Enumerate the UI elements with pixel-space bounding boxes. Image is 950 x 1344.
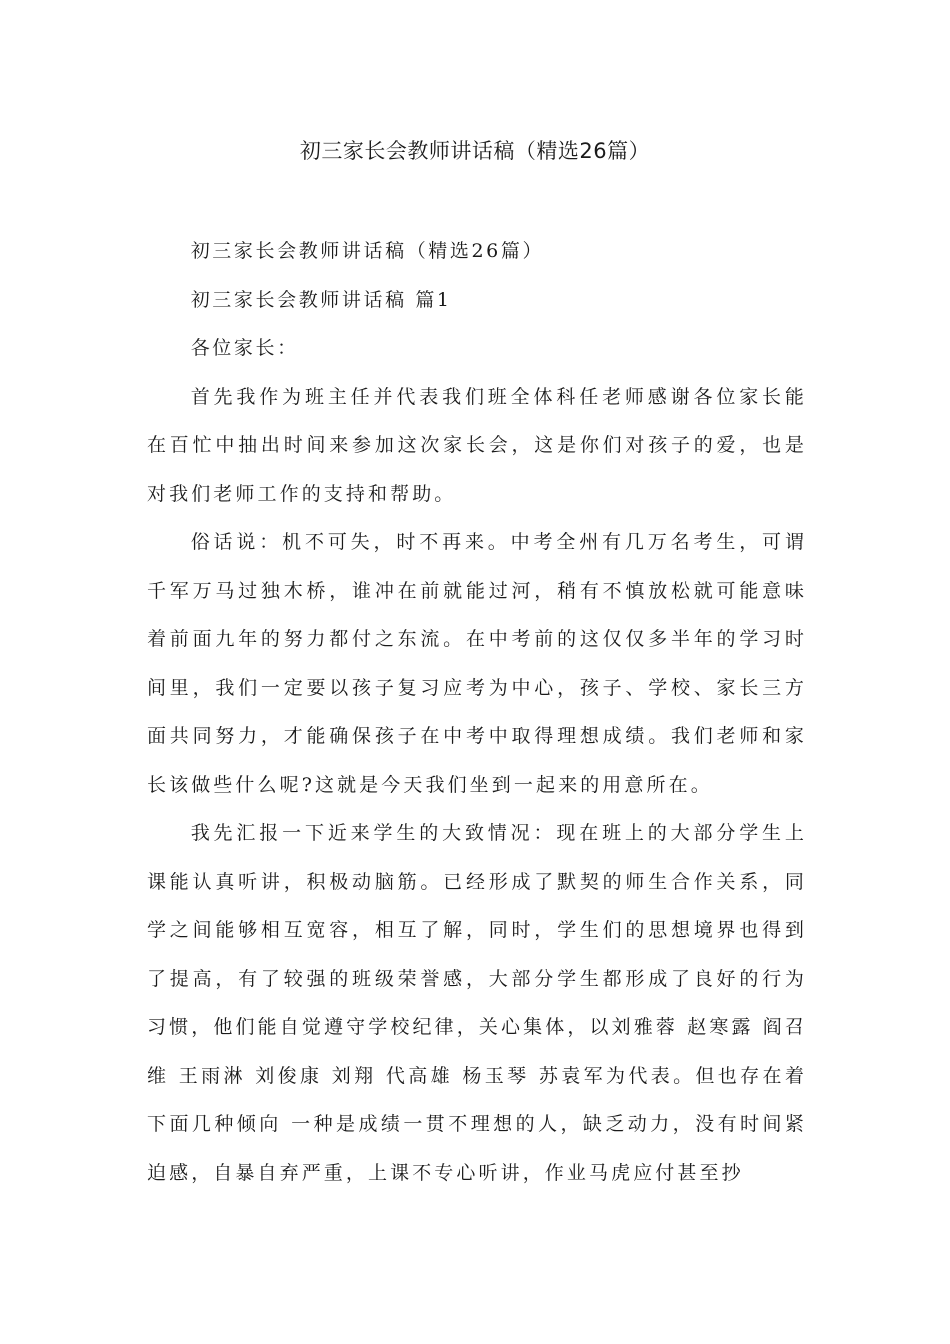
paragraph-section-heading: 初三家长会教师讲话稿 篇1 [190, 288, 452, 311]
paragraph-salutation: 各位家长： [190, 337, 299, 359]
paragraph-subtitle: 初三家长会教师讲话稿（精选26篇） [190, 240, 545, 262]
document-title: 初三家长会教师讲话稿（精选26篇） [299, 139, 651, 163]
paragraph: 俗话说：机不可失，时不再来。中考全州有几万名考生，可谓千军万马过独木桥，谁冲在前就能过河，稍有不慎放松就可能意味着前面九年的努力都付之东流。在中考前的这仅仅多半年的学习时间里，我们一定要以孩子复习应考为中心，孩子、学校、家长三方面共同努力，才能确保孩子在中考中取得理想成绩。我们老师和家长该做些什么呢?这就是今天我们坐到一起来的用意所在。 [147, 531, 807, 796]
document-body [147, 227, 807, 1197]
paragraph: 首先我作为班主任并代表我们班全体科任老师感谢各位家长能在百忙中抽出时间来参加这次家长会，这是你们对孩子的爱，也是对我们老师工作的支持和帮助。 [147, 385, 807, 505]
paragraph: 我先汇报一下近来学生的大致情况：现在班上的大部分学生上课能认真听讲，积极动脑筋。已经形成了默契的师生合作关系，同学之间能够相互宽容，相互了解，同时，学生们的思想境界也得到了提高，有了较强的班级荣誉感，大部分学生都形成了良好的行为习惯，他们能自觉遵守学校纪律，关心集体，以刘雅蓉 赵寒露 阎召维 王雨淋 刘俊康 刘翔 代高雄 杨玉琴 苏袁军为代表。但也存在着下面几种倾向 一种是成绩一贯不理想的人，缺乏动力，没有时间紧迫感，自暴自弃严重，上课不专心听讲，作业马虎应付甚至抄 [147, 822, 807, 1184]
